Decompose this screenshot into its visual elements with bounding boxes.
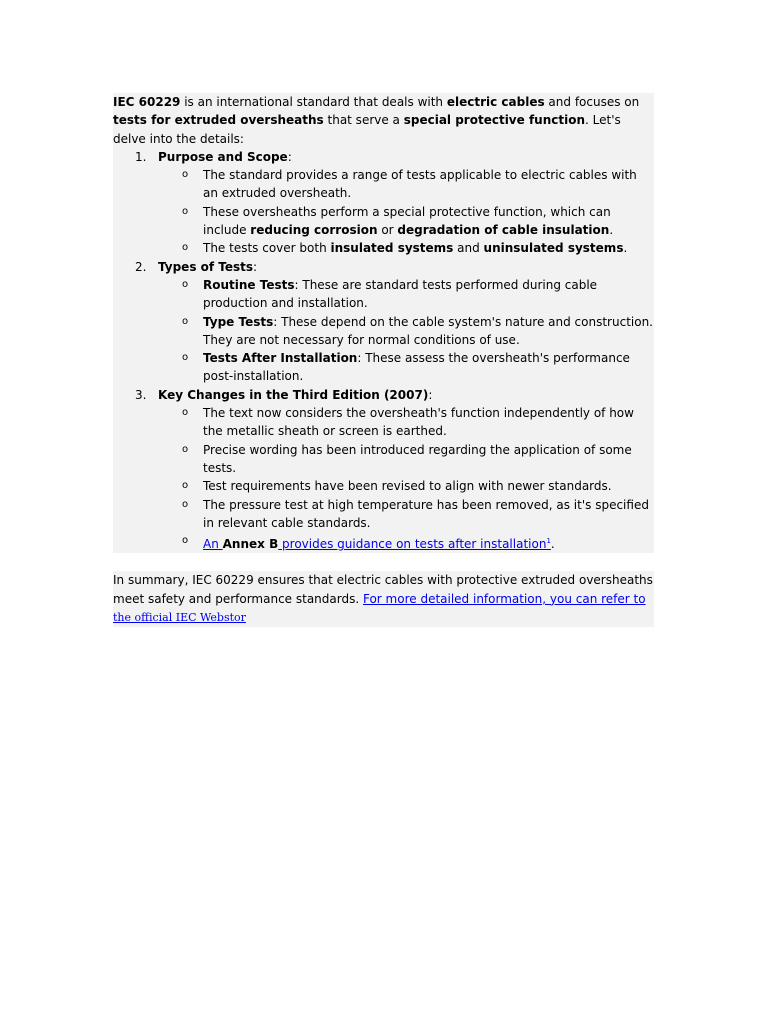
list-item: o The tests cover both insulated systems and uninsulated systems. bbox=[113, 239, 654, 257]
section-purpose-scope: 1. Purpose and Scope: bbox=[113, 148, 654, 166]
standard-name: IEC 60229 bbox=[113, 95, 181, 109]
intro-paragraph: IEC 60229 is an international standard that deals with electric cables and focuses on tests for extruded oversheaths that serve a special protective function. Let's delve into the details: bbox=[113, 95, 640, 146]
section-key-changes: 3. Key Changes in the Third Edition (2007): bbox=[113, 386, 654, 404]
section-1-items bbox=[113, 166, 654, 257]
section-number: 3. bbox=[135, 387, 147, 402]
section-2-items bbox=[113, 276, 654, 386]
section-3-items bbox=[113, 404, 654, 553]
section-title: Key Changes in the Third Edition (2007) bbox=[158, 387, 429, 402]
bullet-icon: o bbox=[182, 242, 189, 254]
section-number: 1. bbox=[135, 149, 147, 164]
bullet-icon: o bbox=[182, 169, 189, 181]
sections-list bbox=[113, 148, 654, 554]
list-item: o Precise wording has been introduced regarding the application of some tests. bbox=[182, 442, 632, 475]
list-item: o These oversheaths perform a special protective function, which can include reducing corrosion or degradation of cable insulation. bbox=[182, 204, 614, 238]
footnote-link[interactable]: 1 bbox=[546, 537, 551, 546]
annex-link-prefix[interactable]: An bbox=[203, 537, 223, 552]
summary-paragraph: In summary, IEC 60229 ensures that electric cables with protective extruded oversheaths meet safety and performance standards. For more detailed information, you can refer to the official IEC Webstor bbox=[113, 571, 654, 627]
list-item: o An Annex B provides guidance on tests after installation$^1$. bbox=[113, 532, 654, 553]
bullet-icon: o bbox=[182, 535, 189, 547]
bullet-icon: o bbox=[182, 443, 189, 455]
bullet-icon: o bbox=[182, 278, 189, 290]
bullet-icon: o bbox=[182, 205, 189, 217]
iec-webstore-link[interactable]: the official IEC Webstor bbox=[113, 611, 246, 625]
document-content bbox=[113, 93, 654, 627]
annex-guidance-link[interactable]: provides guidance on tests after installation bbox=[278, 537, 547, 552]
list-item: o Test requirements have been revised to align with newer standards. bbox=[113, 477, 654, 495]
section-title: Purpose and Scope bbox=[158, 149, 288, 164]
list-item: o Tests After Installation: These assess the oversheath's performance post-installation. bbox=[182, 351, 630, 384]
list-item: o Routine Tests: These are standard tests performed during cable production and installation. bbox=[182, 277, 598, 311]
list-item: o The standard provides a range of tests applicable to electric cables with an extruded oversheath. bbox=[182, 168, 637, 201]
more-info-link[interactable]: For more detailed information, you can refer to bbox=[362, 591, 646, 606]
bullet-icon: o bbox=[182, 498, 189, 510]
paragraph-gap bbox=[113, 553, 654, 571]
section-number: 2. bbox=[135, 259, 147, 274]
bullet-icon: o bbox=[182, 407, 189, 419]
bullet-icon: o bbox=[182, 315, 189, 327]
annex-b-label: Annex B bbox=[222, 537, 279, 552]
list-item: o The text now considers the oversheath's function independently of how the metallic sheath or screen is earthed. bbox=[182, 406, 634, 439]
list-item: o Type Tests: These depend on the cable system's nature and construction. They are not necessary for normal conditions of use. bbox=[182, 314, 653, 347]
section-types-of-tests: 2. Types of Tests: bbox=[113, 258, 654, 276]
list-item: o The pressure test at high temperature has been removed, as it's specified in relevant cable standards. bbox=[182, 497, 649, 530]
bullet-icon: o bbox=[182, 352, 189, 364]
bullet-icon: o bbox=[182, 480, 189, 492]
section-title: Types of Tests bbox=[158, 259, 254, 274]
